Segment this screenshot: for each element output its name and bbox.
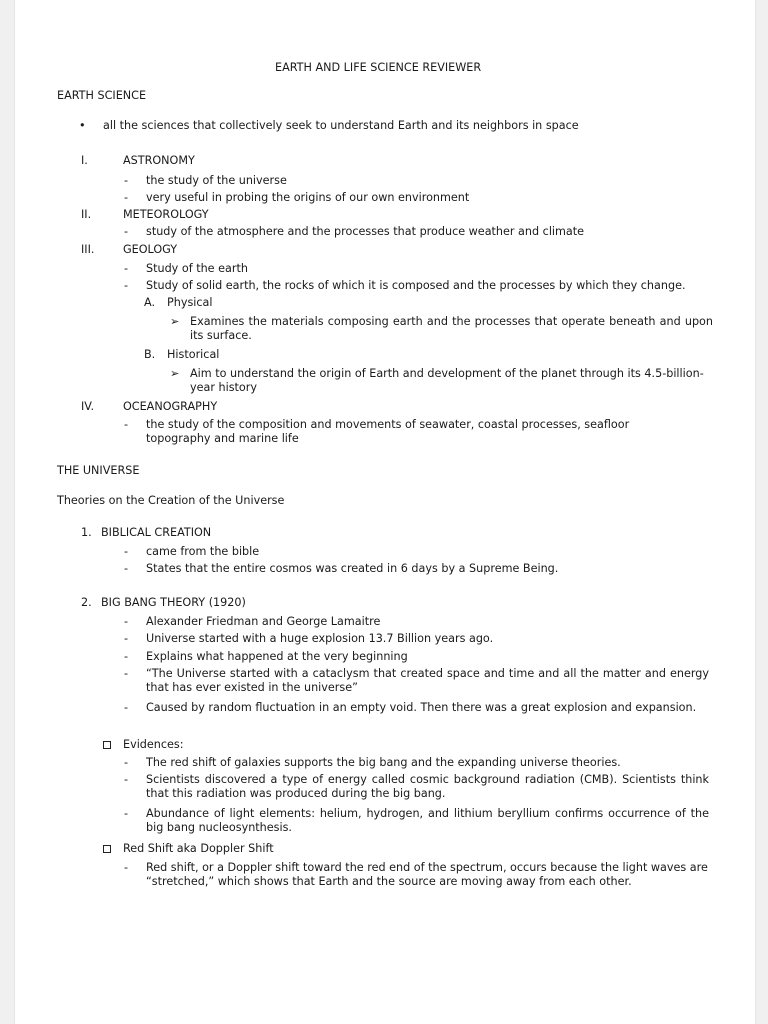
list-item: Abundance of light elements: helium, hydrogen, and lithium beryllium confirms occurrence of the big bang nucleosynthesis. [146, 807, 709, 834]
numeral-oceanography: IV. [81, 400, 95, 413]
biblical-title: BIBLICAL CREATION [101, 526, 212, 539]
earth-science-heading: EARTH SCIENCE [57, 89, 147, 102]
list-item: very useful in probing the origins of our own environment [146, 191, 470, 204]
number-biblical: 1. [81, 526, 92, 539]
list-item: came from the bible [146, 545, 260, 558]
big-bang-title: BIG BANG THEORY (1920) [101, 596, 246, 609]
list-item: Study of the earth [146, 262, 248, 275]
checkbox-square-icon [103, 845, 111, 853]
list-item: Explains what happened at the very beginning [146, 650, 408, 663]
bullet-icon: • [79, 119, 86, 132]
historical-title: Historical [167, 348, 220, 361]
dash-icon: - [124, 861, 129, 874]
dash-icon: - [124, 632, 129, 645]
list-item: Study of solid earth, the rocks of which it is composed and the processes by which they change. [146, 279, 686, 292]
astronomy-title: ASTRONOMY [123, 154, 195, 167]
dash-icon: - [124, 279, 129, 292]
dash-icon: - [124, 562, 129, 575]
list-item: The red shift of galaxies supports the big bang and the expanding universe theories. [146, 756, 621, 769]
physical-title: Physical [167, 296, 213, 309]
dash-icon: - [124, 773, 129, 786]
evidences-title: Evidences: [123, 738, 184, 751]
dash-icon: - [124, 262, 129, 275]
historical-description: Aim to understand the origin of Earth and development of the planet through its 4.5-billion-year history [190, 367, 704, 394]
red-shift-title: Red Shift aka Doppler Shift [123, 842, 274, 855]
dash-icon: - [124, 650, 129, 663]
dash-icon: - [124, 191, 129, 204]
arrow-icon: ➢ [170, 315, 180, 328]
dash-icon: - [124, 418, 129, 431]
dash-icon: - [124, 174, 129, 187]
geology-title: GEOLOGY [123, 243, 178, 256]
dash-icon: - [124, 615, 129, 628]
universe-heading: THE UNIVERSE [57, 464, 140, 477]
list-item: study of the atmosphere and the processes that produce weather and climate [146, 225, 585, 238]
physical-description: Examines the materials composing earth and the processes that operate beneath and upon its surface. [190, 315, 713, 342]
list-item: Red shift, or a Doppler shift toward the red end of the spectrum, occurs because the light waves are “stretched,” which shows that Earth and the source are moving away from each other. [146, 861, 708, 888]
arrow-icon: ➢ [170, 367, 180, 380]
dash-icon: - [124, 756, 129, 769]
dash-icon: - [124, 667, 129, 680]
list-item: Alexander Friedman and George Lamaitre [146, 615, 381, 628]
list-item: Caused by random fluctuation in an empty void. Then there was a great explosion and expansion. [146, 701, 697, 714]
document-page [14, 0, 756, 1024]
numeral-meteorology: II. [81, 208, 92, 221]
numeral-astronomy: I. [81, 154, 88, 167]
earth-science-definition: all the sciences that collectively seek to understand Earth and its neighbors in space [103, 119, 579, 132]
list-item: “The Universe started with a cataclysm that created space and time and all the matter and energy that has ever existed in the universe” [146, 667, 709, 694]
list-item: Scientists discovered a type of energy called cosmic background radiation (CMB). Scientists think that this radiation was produced during the big bang. [146, 773, 709, 800]
dash-icon: - [124, 225, 129, 238]
dash-icon: - [124, 545, 129, 558]
numeral-geology: III. [81, 243, 95, 256]
dash-icon: - [124, 807, 129, 820]
dash-icon: - [124, 701, 129, 714]
universe-subheading: Theories on the Creation of the Universe [57, 494, 285, 507]
number-big-bang: 2. [81, 596, 92, 609]
list-item: the study of the universe [146, 174, 287, 187]
checkbox-square-icon [103, 741, 111, 749]
list-item: Universe started with a huge explosion 13.7 Billion years ago. [146, 632, 494, 645]
list-item: States that the entire cosmos was created in 6 days by a Supreme Being. [146, 562, 559, 575]
meteorology-title: METEOROLOGY [123, 208, 209, 221]
physical-label: A. [144, 296, 156, 309]
historical-label: B. [144, 348, 156, 361]
oceanography-title: OCEANOGRAPHY [123, 400, 218, 413]
document-title: EARTH AND LIFE SCIENCE REVIEWER [275, 61, 482, 74]
list-item: the study of the composition and movements of seawater, coastal processes, seafloor topography and marine life [146, 418, 630, 445]
